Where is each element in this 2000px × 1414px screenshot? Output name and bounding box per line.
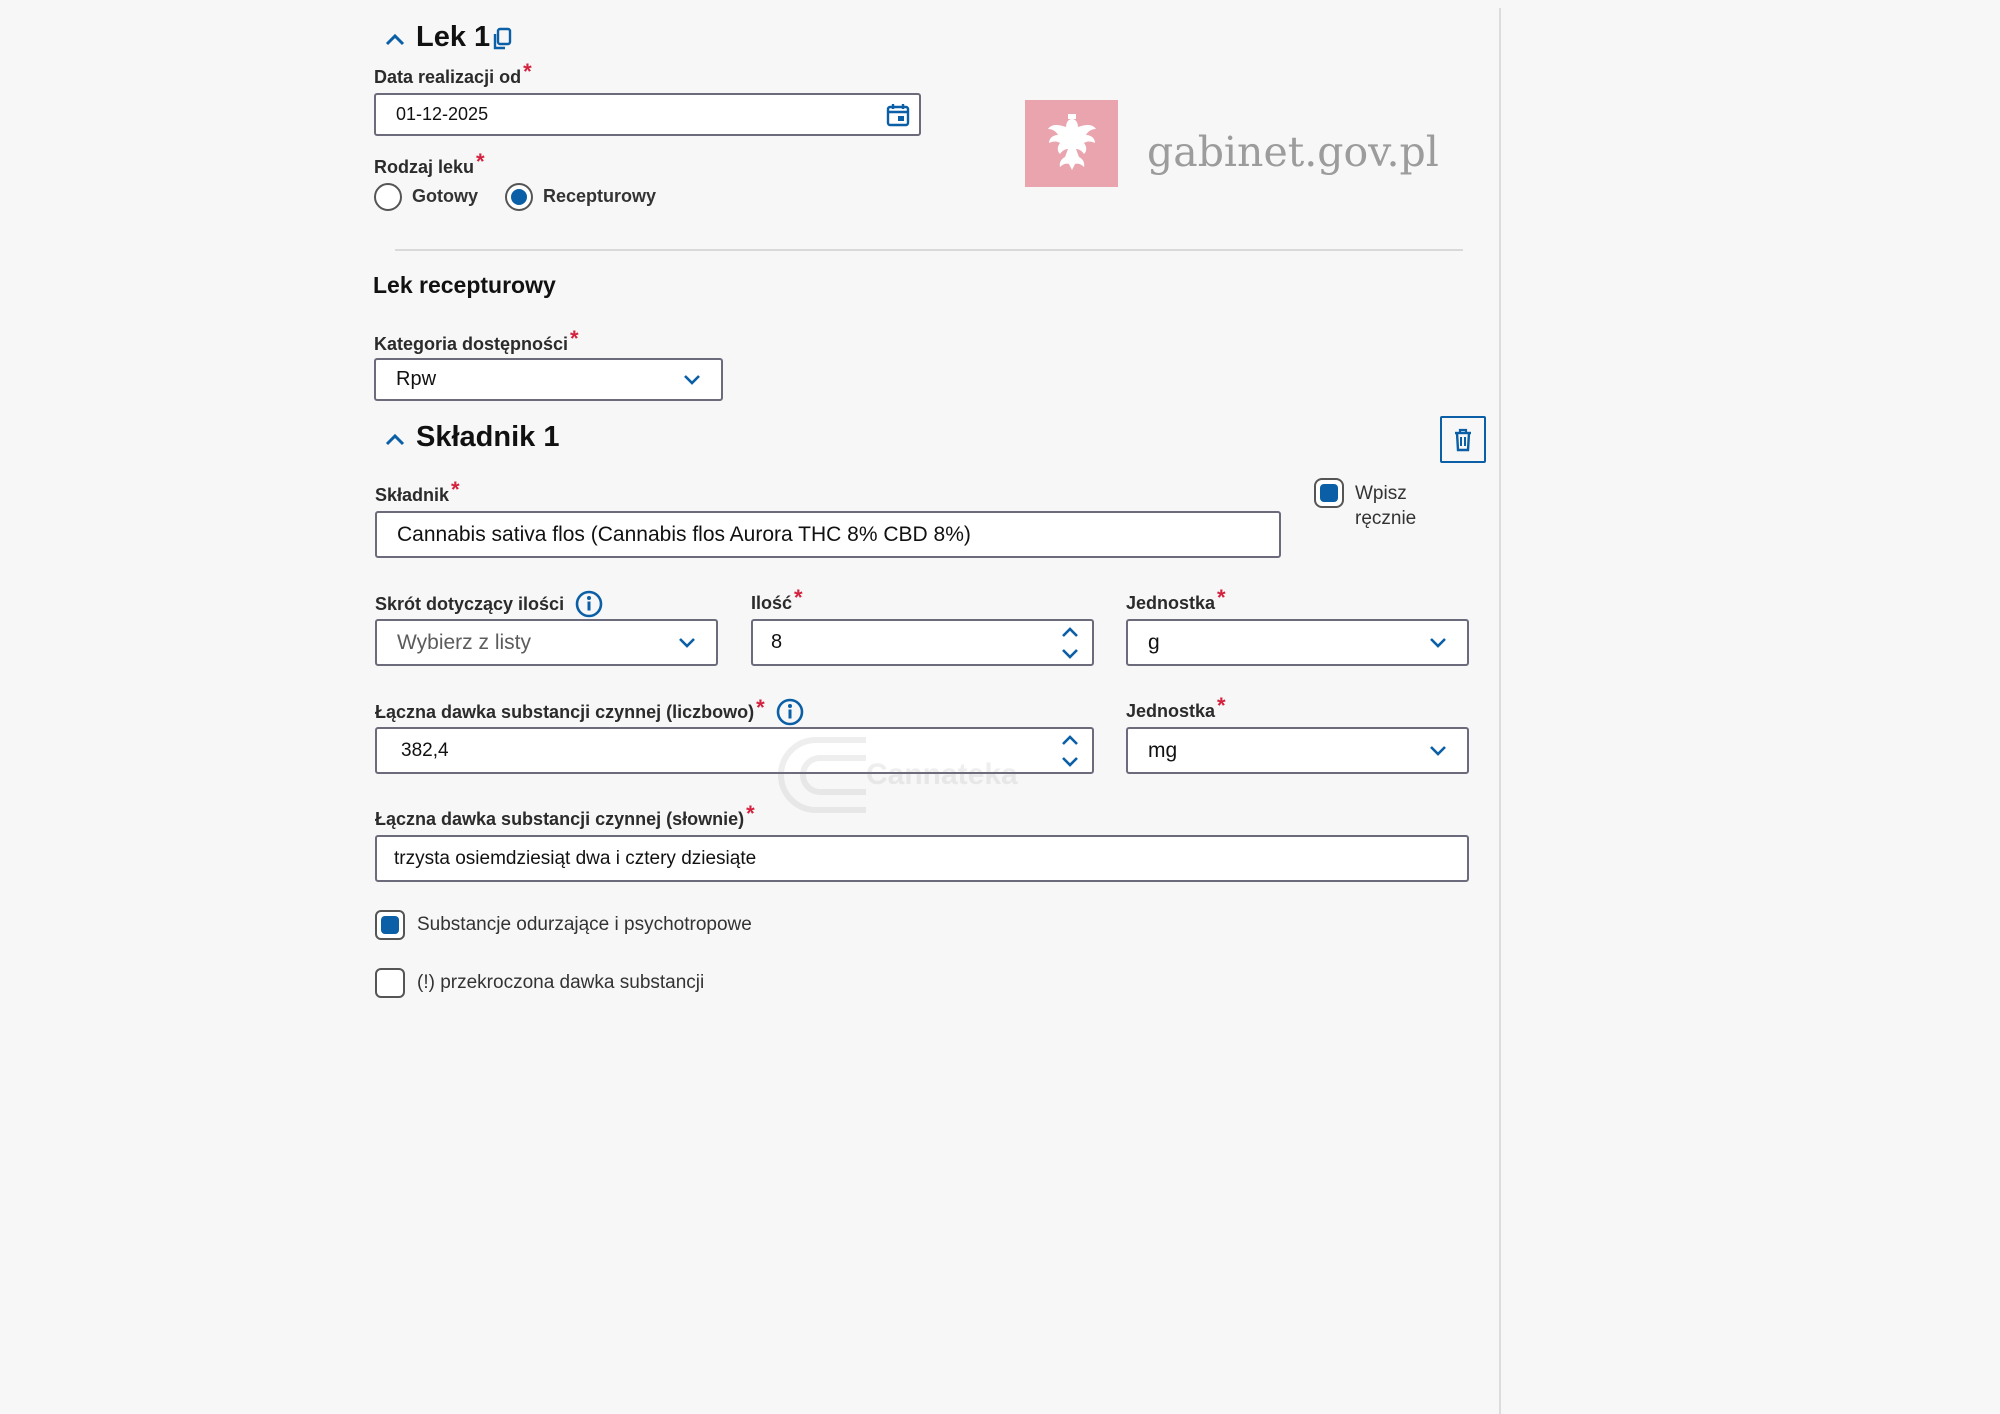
skladnik-label: Składnik* xyxy=(375,477,460,505)
lek-recepturowy-heading: Lek recepturowy xyxy=(373,272,556,298)
trash-icon xyxy=(1453,428,1473,452)
chevron-up-icon[interactable] xyxy=(384,431,406,447)
number-stepper-icon[interactable] xyxy=(1060,624,1080,662)
radio-gotowy-label: Gotowy xyxy=(412,186,478,206)
rodzaj-leku-label: Rodzaj leku* xyxy=(374,149,485,177)
chevron-down-icon xyxy=(678,637,696,649)
dawka-slownie-input[interactable] xyxy=(375,835,1469,882)
skladnik-value: Cannabis sativa flos (Cannabis flos Aurora THC 8% CBD 8%) xyxy=(397,522,971,546)
data-realizacji-label: Data realizacji od* xyxy=(374,59,532,87)
dawka-liczbowo-label: Łączna dawka substancji czynnej (liczbowo) * xyxy=(375,697,805,727)
ilosc-input[interactable] xyxy=(751,619,1094,666)
przekroczona-label: (!) przekroczona dawka substancji xyxy=(417,972,705,993)
data-realizacji-input[interactable] xyxy=(374,93,921,136)
dawka-liczbowo-value: 382,4 xyxy=(401,739,449,761)
kategoria-select[interactable] xyxy=(374,358,723,401)
jednostka-label: Jednostka* xyxy=(1126,585,1226,613)
jednostka2-select[interactable] xyxy=(1126,727,1469,774)
info-icon[interactable] xyxy=(775,697,805,727)
polish-emblem-logo xyxy=(1025,100,1118,187)
eagle-icon xyxy=(1044,113,1100,175)
calendar-icon[interactable] xyxy=(885,102,911,128)
wpisz-recznie-checkbox[interactable] xyxy=(1314,478,1344,508)
radio-recepturowy-label: Recepturowy xyxy=(543,186,657,206)
radio-gotowy[interactable] xyxy=(374,183,402,211)
number-stepper-icon[interactable] xyxy=(1060,732,1080,770)
jednostka2-value: mg xyxy=(1148,738,1178,762)
panel-divider xyxy=(1499,8,1501,1414)
wpisz-recznie-label: Wpisz ręcznie xyxy=(1355,483,1417,529)
data-realizacji-value: 01-12-2025 xyxy=(396,104,489,124)
jednostka2-label: Jednostka* xyxy=(1126,693,1226,721)
substancje-checkbox[interactable] xyxy=(375,910,405,940)
chevron-down-icon xyxy=(1429,637,1447,649)
chevron-up-icon[interactable] xyxy=(384,31,406,47)
chevron-down-icon xyxy=(1429,745,1447,757)
dawka-slownie-label: Łączna dawka substancji czynnej (słownie)* xyxy=(375,801,755,829)
skladnik-input[interactable] xyxy=(375,511,1281,558)
substancje-label: Substancje odurzające i psychotropowe xyxy=(417,914,752,935)
kategoria-value: Rpw xyxy=(396,368,437,390)
dawka-slownie-value: trzysta osiemdziesiąt dwa i cztery dziesiąte xyxy=(394,847,757,869)
skrot-select[interactable] xyxy=(375,619,718,666)
chevron-down-icon xyxy=(683,374,701,386)
delete-button[interactable] xyxy=(1440,416,1486,463)
jednostka-value: g xyxy=(1148,630,1160,654)
przekroczona-checkbox[interactable] xyxy=(375,968,405,998)
section-divider xyxy=(395,249,1463,251)
skrot-label: Skrót dotyczący ilości xyxy=(375,589,604,619)
dawka-liczbowo-input[interactable] xyxy=(375,727,1094,774)
brand-text: gabinet.gov.pl xyxy=(1147,128,1439,176)
lek-title: Lek 1 xyxy=(416,21,491,53)
ilosc-label: Ilość* xyxy=(751,585,803,613)
ilosc-value: 8 xyxy=(771,631,783,653)
copy-icon[interactable] xyxy=(492,27,512,51)
info-icon[interactable] xyxy=(574,589,604,619)
skrot-placeholder: Wybierz z listy xyxy=(397,630,531,654)
jednostka-select[interactable] xyxy=(1126,619,1469,666)
kategoria-label: Kategoria dostępności* xyxy=(374,326,579,354)
radio-recepturowy[interactable] xyxy=(505,183,533,211)
skladnik-title: Składnik 1 xyxy=(416,421,560,453)
